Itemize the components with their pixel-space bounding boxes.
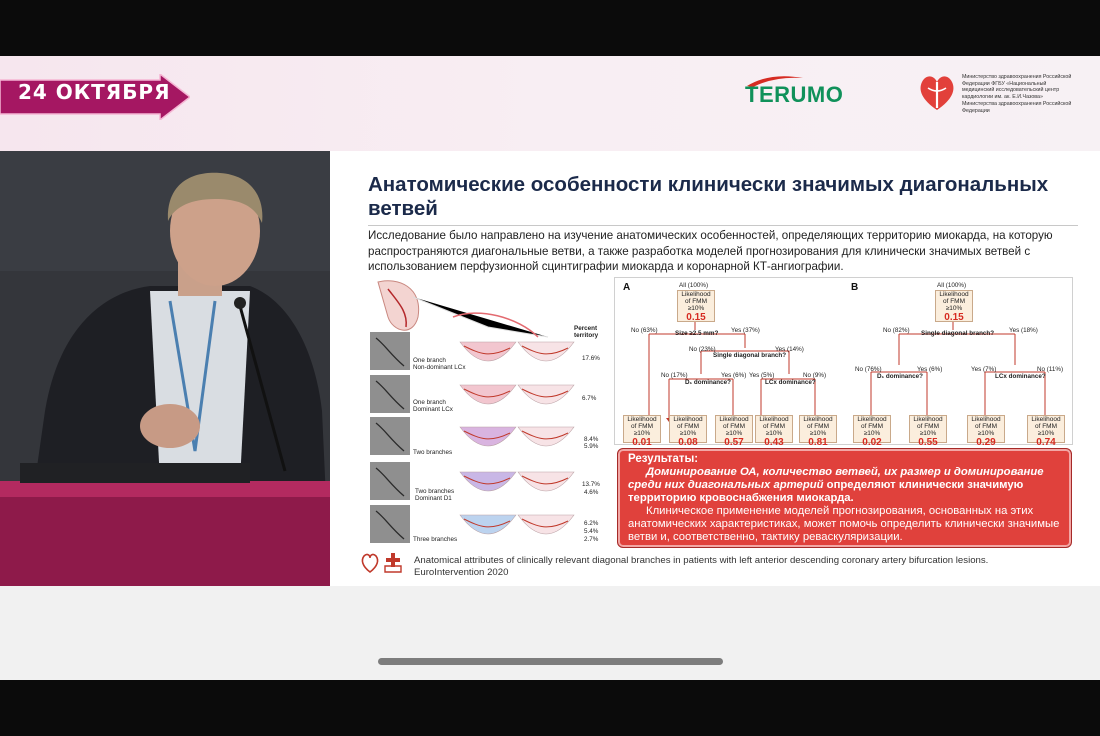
territory-map — [518, 385, 574, 404]
terumo-logo: TERUMO — [745, 82, 844, 107]
branch-label: Yes (14%) — [775, 346, 804, 353]
conference-banner — [0, 56, 1100, 151]
node-label: Likelihood of FMM ≥10% — [939, 291, 969, 312]
territory-percent: 13.7% — [582, 481, 600, 488]
territory-map — [460, 385, 516, 404]
slide-intro-text: Исследование было направлено на изучение анатомических особенностей, определяющих территорию миокарда, на которую распространяются диагональные ветви, а также разработка моделей прогнозирования для клинически значимых ветвей с использованием перфузионной сцинтиграфии миокарда и коронарной КТ-ангиографии. — [368, 229, 1053, 273]
angiogram-thumbnail — [370, 375, 410, 413]
territory-percent: 6.2% — [584, 520, 599, 527]
territory-map — [460, 515, 516, 534]
row-label: One branch — [413, 399, 446, 406]
territory-percent: 6.7% — [582, 395, 597, 402]
heart-diagram — [368, 277, 604, 549]
angiogram-thumbnail — [370, 505, 410, 543]
territory-map — [518, 427, 574, 446]
branch-label: No (11%) — [1037, 366, 1064, 373]
node-value: 0.81 — [808, 437, 828, 448]
top-letterbox — [0, 0, 1100, 56]
node-label: Likelihood of FMM ≥10% — [913, 416, 943, 437]
caption-line-1: Anatomical attributes of clinically relevant diagonal branches in patients with left anterior descending coronary artery bifurcation lesions. — [414, 555, 989, 566]
node-value: 0.15 — [944, 312, 964, 323]
panel-b-root-node — [935, 290, 973, 322]
territory-percent: 2.7% — [584, 536, 599, 543]
date-label: 24 ОКТЯБРЯ — [18, 80, 171, 104]
branch-label: No (9%) — [803, 372, 827, 379]
row-sublabel: Dominant LCx — [413, 406, 453, 413]
question-label: LCx dominance? — [995, 373, 1046, 380]
row-sublabel: Dominant D1 — [415, 495, 452, 502]
question-label: D₁ dominance? — [877, 373, 923, 380]
leaf-node — [669, 415, 707, 448]
leaf-node — [967, 415, 1005, 448]
node-label: Likelihood of FMM ≥10% — [759, 416, 789, 437]
node-label: Likelihood of FMM ≥10% — [857, 416, 887, 437]
territory-percent: 4.6% — [584, 489, 599, 496]
row-sublabel: Non-dominant LCx — [413, 364, 466, 371]
territory-map — [518, 472, 574, 491]
anatomy-figure — [368, 277, 604, 549]
caption-line-2: EuroIntervention 2020 — [414, 566, 509, 578]
branch-label: Yes (18%) — [1009, 327, 1038, 334]
speaker-figure — [0, 151, 330, 586]
row-label: One branch — [413, 357, 446, 364]
node-value: 0.55 — [918, 437, 938, 448]
row-label: Two branches — [413, 449, 453, 456]
node-value: 0.08 — [678, 437, 698, 448]
branch-label: No (63%) — [631, 327, 658, 334]
presentation-slide — [330, 151, 1100, 586]
node-label: Likelihood of FMM ≥10% — [719, 416, 749, 437]
node-value: 0.43 — [764, 437, 784, 448]
node-value: 0.15 — [686, 312, 706, 323]
territory-percent: 5.4% — [584, 528, 599, 535]
node-value: 0.01 — [632, 437, 652, 448]
percent-header: Percent — [574, 325, 598, 332]
territory-map — [460, 472, 516, 491]
question-label: Size ≥2.5 mm? — [675, 330, 719, 337]
branch-label: Yes (6%) — [917, 366, 943, 373]
node-value: 0.29 — [976, 437, 996, 448]
results-paragraph-1 — [628, 466, 1064, 505]
decision-tree-figure — [614, 277, 1073, 448]
panel-b-letter: B — [851, 282, 859, 293]
node-label: Likelihood of FMM ≥10% — [803, 416, 833, 437]
node-value: 0.74 — [1036, 437, 1056, 448]
node-label: Likelihood of FMM ≥10% — [1031, 416, 1061, 437]
question-label: LCx dominance? — [765, 379, 816, 386]
branch-label: Yes (37%) — [731, 327, 760, 334]
node-value: 0.02 — [862, 437, 882, 448]
results-italic-text: Доминирование ОА, количество ветвей, их размер и доминирование среди них диагональных артерий — [628, 466, 1044, 491]
territory-map — [460, 427, 516, 446]
branch-label: Yes (7%) — [971, 366, 997, 373]
territory-map — [518, 515, 574, 534]
territory-map — [518, 342, 574, 361]
territory-header: territory — [574, 332, 599, 339]
results-box — [617, 448, 1072, 548]
question-label: Single diagonal branch? — [713, 352, 787, 359]
ministry-caption: Министерство здравоохранения Российской Федерации ФГБУ «Национальный медицинский исследовательский центр кардиологии им. ак. Е.И.Чазова» Министерства здравоохранения Российской Федерации — [962, 74, 1072, 114]
scrollbar-thumb[interactable] — [378, 658, 723, 665]
results-bold-text: определяют клинически значимую территорию кровоснабжения миокарда. — [628, 479, 1024, 504]
branch-label: No (82%) — [883, 327, 910, 334]
territory-percent: 8.4% — [584, 436, 599, 443]
branch-label: Yes (6%) — [721, 372, 747, 379]
node-label: Likelihood of FMM ≥10% — [673, 416, 703, 437]
leaf-node — [1027, 415, 1065, 448]
question-label: D₁ dominance? — [685, 379, 731, 386]
angiogram-thumbnail — [370, 417, 410, 455]
results-heading: Результаты: — [628, 453, 699, 465]
leaf-node — [799, 415, 837, 448]
slide-footer-logos-icon — [360, 552, 408, 574]
territory-percent: 17.6% — [582, 355, 600, 362]
leaf-node — [755, 415, 793, 448]
leaf-node — [909, 415, 947, 448]
results-paragraph-2: Клиническое применение моделей прогнозирования, основанных на этих анатомических характеристиках, может помочь определить клинически значимые ветви и, соответственно, тактику реваскуляризации. — [628, 505, 1060, 543]
branch-label: No (17%) — [661, 372, 688, 379]
angiogram-thumbnail — [370, 462, 410, 500]
branch-label: No (23%) — [689, 346, 716, 353]
row-label: Three branches — [413, 536, 458, 543]
node-label: Likelihood of FMM ≥10% — [971, 416, 1001, 437]
angiogram-thumbnail — [370, 332, 410, 370]
stream-background — [0, 586, 1100, 680]
speaker-video — [0, 151, 330, 586]
leaf-node — [623, 415, 661, 448]
territory-map — [460, 342, 516, 361]
title-divider — [368, 225, 1078, 226]
leaf-node — [715, 415, 753, 448]
panel-a-root-node — [677, 290, 715, 322]
panel-a-letter: A — [623, 282, 631, 293]
territory-percent: 5.9% — [584, 443, 599, 450]
node-label: Likelihood of FMM ≥10% — [627, 416, 657, 437]
question-label: Single diagonal branch? — [921, 330, 995, 337]
slide-title: Анатомические особенности клинически значимых диагональных ветвей — [368, 173, 1049, 220]
leaf-node — [853, 415, 891, 448]
cardiology-center-logo-icon — [918, 72, 956, 112]
figure-caption — [414, 555, 1074, 578]
video-stream — [0, 56, 1100, 680]
branch-label: No (76%) — [855, 366, 882, 373]
branch-label: Yes (5%) — [749, 372, 775, 379]
panel-b-root-header: All (100%) — [937, 282, 967, 289]
panel-a-root-header: All (100%) — [679, 282, 709, 289]
row-label: Two branches — [415, 488, 455, 495]
node-label: Likelihood of FMM ≥10% — [681, 291, 711, 312]
bottom-letterbox — [0, 680, 1100, 736]
node-value: 0.57 — [724, 437, 744, 448]
